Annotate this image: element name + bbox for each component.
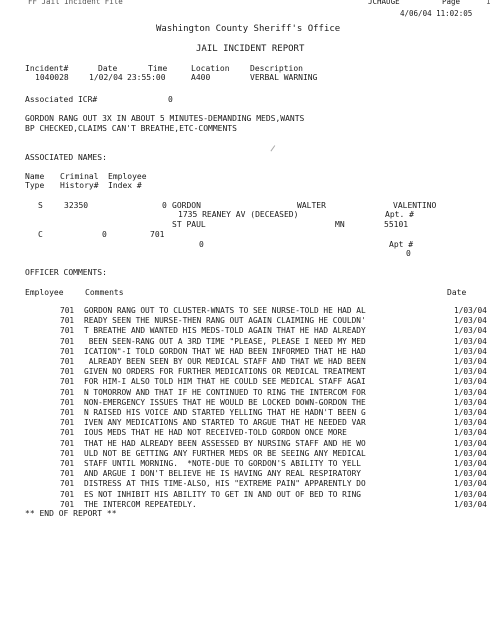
comment-employee: 701 (60, 387, 75, 397)
comment-row (0, 316, 494, 326)
incident-header-description: Description (250, 64, 303, 73)
comment-row (0, 347, 494, 357)
incident-header-date: Date (98, 64, 118, 73)
names-header-criminal: Criminal (60, 172, 99, 181)
names-header-type: Type (25, 181, 45, 190)
report-datetime: 4/06/04 11:02:05 (400, 9, 473, 18)
comment-employee: 701 (60, 316, 75, 326)
comment-employee: 701 (60, 306, 75, 315)
comment-text: GIVEN NO ORDERS FOR FURTHER MEDICATIONS OR MEDICAL TREATMENT (84, 367, 366, 377)
name-index: 701 (150, 230, 165, 239)
comment-employee: 701 (60, 346, 75, 356)
comment-date: 1/03/04 (454, 418, 487, 428)
incident-date: 1/02/04 (89, 73, 123, 82)
name-city: ST PAUL (172, 220, 206, 229)
comment-employee: 701 (60, 397, 75, 407)
comment-row (0, 479, 494, 489)
comment-row (0, 377, 494, 387)
comment-text: ICATION"-I TOLD GORDON THAT WE HAD BEEN INFORMED THAT HE HAD (84, 346, 366, 356)
comment-text: AND ARGUE I DON'T BELIEVE HE IS HAVING ANY REAL RESPIRATORY (84, 469, 361, 479)
comment-employee: 701 (60, 367, 75, 377)
name-type: C (38, 230, 43, 239)
name-extra-value: 0 (199, 240, 204, 249)
comment-date: 1/03/04 (454, 357, 487, 366)
names-header-index: Index # (108, 181, 142, 190)
comment-date: 1/03/04 (454, 469, 487, 479)
comment-date: 1/03/04 (454, 448, 487, 458)
comment-row (0, 326, 494, 336)
comment-row (0, 459, 494, 469)
summary-line: BP CHECKED,CLAIMS CAN'T BREATHE,ETC-COMMENTS (25, 124, 237, 133)
apt-label: Apt. # (385, 210, 414, 219)
icr-value: 0 (168, 95, 173, 104)
names-section-title: ASSOCIATED NAMES: (25, 153, 107, 162)
incident-header-time: Time (148, 64, 168, 73)
comment-employee: 701 (60, 499, 75, 509)
incident-number: 1040028 (35, 73, 69, 82)
incident-header-number: Incident# (25, 64, 69, 73)
name-history: 0 (102, 230, 107, 239)
incident-description: VERBAL WARNING (250, 73, 318, 82)
comment-text: ALREADY BEEN SEEN BY OUR MEDICAL STAFF AND THAT WE HAD BEEN (84, 357, 366, 366)
comment-employee: 701 (60, 418, 75, 428)
comment-employee: 701 (60, 408, 75, 417)
comment-text: N RAISED HIS VOICE AND STARTED YELLING THAT HE HADN'T BEEN G (84, 408, 366, 417)
comment-text: STAFF UNTIL MORNING. *NOTE-DUE TO GORDON'S ABILITY TO YELL (84, 459, 361, 468)
name-zip: 55101 (384, 220, 409, 229)
comment-date: 1/03/04 (454, 377, 487, 387)
comment-employee: 701 (60, 479, 75, 489)
comment-employee: 701 (60, 428, 75, 438)
comment-row (0, 337, 494, 347)
comment-row (0, 439, 494, 449)
comment-employee: 701 (60, 377, 75, 387)
comment-employee: 701 (60, 448, 75, 458)
name-middle: VALENTINO (393, 201, 437, 210)
comment-text: GORDON RANG OUT TO CLUSTER-WNATS TO SEE NURSE-TOLD HE HAD AL (84, 306, 366, 315)
comment-date: 1/03/04 (454, 408, 487, 417)
comment-date: 1/03/04 (454, 479, 487, 489)
comment-date: 1/03/04 (454, 336, 487, 346)
comment-date: 1/03/04 (454, 387, 487, 397)
icr-label: Associated ICR# (25, 95, 98, 104)
end-of-report: ** END OF REPORT ** (25, 509, 117, 518)
names-header-history: History# (60, 181, 99, 190)
name-state: MN (335, 220, 345, 229)
comment-row (0, 388, 494, 398)
page-number: 1 (486, 0, 491, 6)
name-first: WALTER (297, 201, 326, 210)
apt-label: Apt # (389, 240, 414, 249)
comments-col-comments: Comments (85, 288, 124, 297)
comment-row (0, 469, 494, 479)
comment-employee: 701 (60, 489, 75, 499)
comment-date: 1/03/04 (454, 316, 487, 326)
comment-text: FOR HIM-I ALSO TOLD HIM THAT HE COULD SEE MEDICAL STAFF AGAI (84, 377, 366, 387)
names-header-name: Name (25, 172, 45, 181)
incident-time: 23:55:00 (127, 73, 166, 82)
comment-text: THE INTERCOM REPEATEDLY. (84, 499, 197, 509)
agency-name: Washington County Sheriff's Office (156, 24, 341, 34)
comments-col-employee: Employee (25, 288, 64, 297)
name-last: GORDON (172, 201, 201, 210)
comment-text: T BREATHE AND WANTED HIS MEDS-TOLD AGAIN THAT HE HAD ALREADY (84, 326, 366, 336)
comment-date: 1/03/04 (454, 459, 487, 468)
report-title: JAIL INCIDENT REPORT (196, 44, 305, 54)
comment-employee: 701 (60, 326, 75, 336)
comment-date: 1/03/04 (454, 397, 487, 407)
comment-text: ES NOT INHIBIT HIS ABILITY TO GET IN AND OUT OF BED TO RING (84, 489, 361, 499)
comment-row (0, 306, 494, 316)
apt-value: 0 (406, 249, 411, 258)
comment-employee: 701 (60, 459, 75, 468)
comment-text: N TOMORROW AND THAT IF HE CONTINUED TO RING THE INTERCOM FOR (84, 387, 366, 397)
comment-text: READY SEEN THE NURSE-THEN RANG OUT AGAIN CLAIMING HE COULDN' (84, 316, 366, 326)
comment-date: 1/03/04 (454, 489, 487, 499)
file-header: FF Jail Incident File (28, 0, 123, 6)
comment-text: DISTRESS AT THIS TIME-ALSO, HIS "EXTREME PAIN" APPARENTLY DO (84, 479, 366, 489)
comment-employee: 701 (60, 357, 75, 366)
comments-col-date: Date (447, 288, 467, 297)
summary-line: GORDON RANG OUT 3X IN ABOUT 5 MINUTES-DEMANDING MEDS,WANTS (25, 114, 305, 123)
comment-row (0, 357, 494, 367)
comment-date: 1/03/04 (454, 438, 487, 448)
comment-row (0, 449, 494, 459)
comment-employee: 701 (60, 469, 75, 479)
comment-text: THAT HE HAD ALREADY BEEN ASSESSED BY NURSING STAFF AND HE WO (84, 438, 366, 448)
comment-text: NON-EMERGENCY ISSUES THAT HE WOULD BE LOCKED DOWN-GORDON THE (84, 397, 366, 407)
name-index: 0 (162, 201, 167, 210)
names-header-employee: Employee (108, 172, 147, 181)
pen-mark (270, 145, 278, 154)
comment-date: 1/03/04 (454, 346, 487, 356)
comment-text: IVEN ANY MEDICATIONS AND STARTED TO ARGUE THAT HE NEEDED VAR (84, 418, 366, 428)
name-type: S (38, 201, 43, 210)
comment-text: IOUS MEDS THAT HE HAD NOT RECEIVED-TOLD GORDON ONCE MORE (84, 428, 347, 438)
comments-section-title: OFFICER COMMENTS: (25, 268, 107, 277)
incident-header-location: Location (191, 64, 230, 73)
comment-date: 1/03/04 (454, 499, 487, 509)
name-address: 1735 REANEY AV (DECEASED) (178, 210, 299, 219)
comment-row (0, 367, 494, 377)
comment-employee: 701 (60, 336, 75, 346)
comment-text: ULD NOT BE GETTING ANY FURTHER MEDS OR BE SEEING ANY MEDICAL (84, 448, 366, 458)
comment-row (0, 490, 494, 500)
comment-date: 1/03/04 (454, 367, 487, 377)
comment-row (0, 418, 494, 428)
comment-date: 1/03/04 (454, 306, 487, 315)
comment-row (0, 408, 494, 418)
comment-date: 1/03/04 (454, 326, 487, 336)
name-history: 32350 (64, 201, 89, 210)
comment-employee: 701 (60, 438, 75, 448)
incident-location: A400 (191, 73, 211, 82)
page-label: Page (442, 0, 461, 6)
comment-row (0, 398, 494, 408)
comment-date: 1/03/04 (454, 428, 487, 438)
comment-row (0, 428, 494, 438)
user-id: JCHAUGE (368, 0, 400, 6)
comment-text: BEEN SEEN-RANG OUT A 3RD TIME "PLEASE, PLEASE I NEED MY MED (84, 336, 366, 346)
